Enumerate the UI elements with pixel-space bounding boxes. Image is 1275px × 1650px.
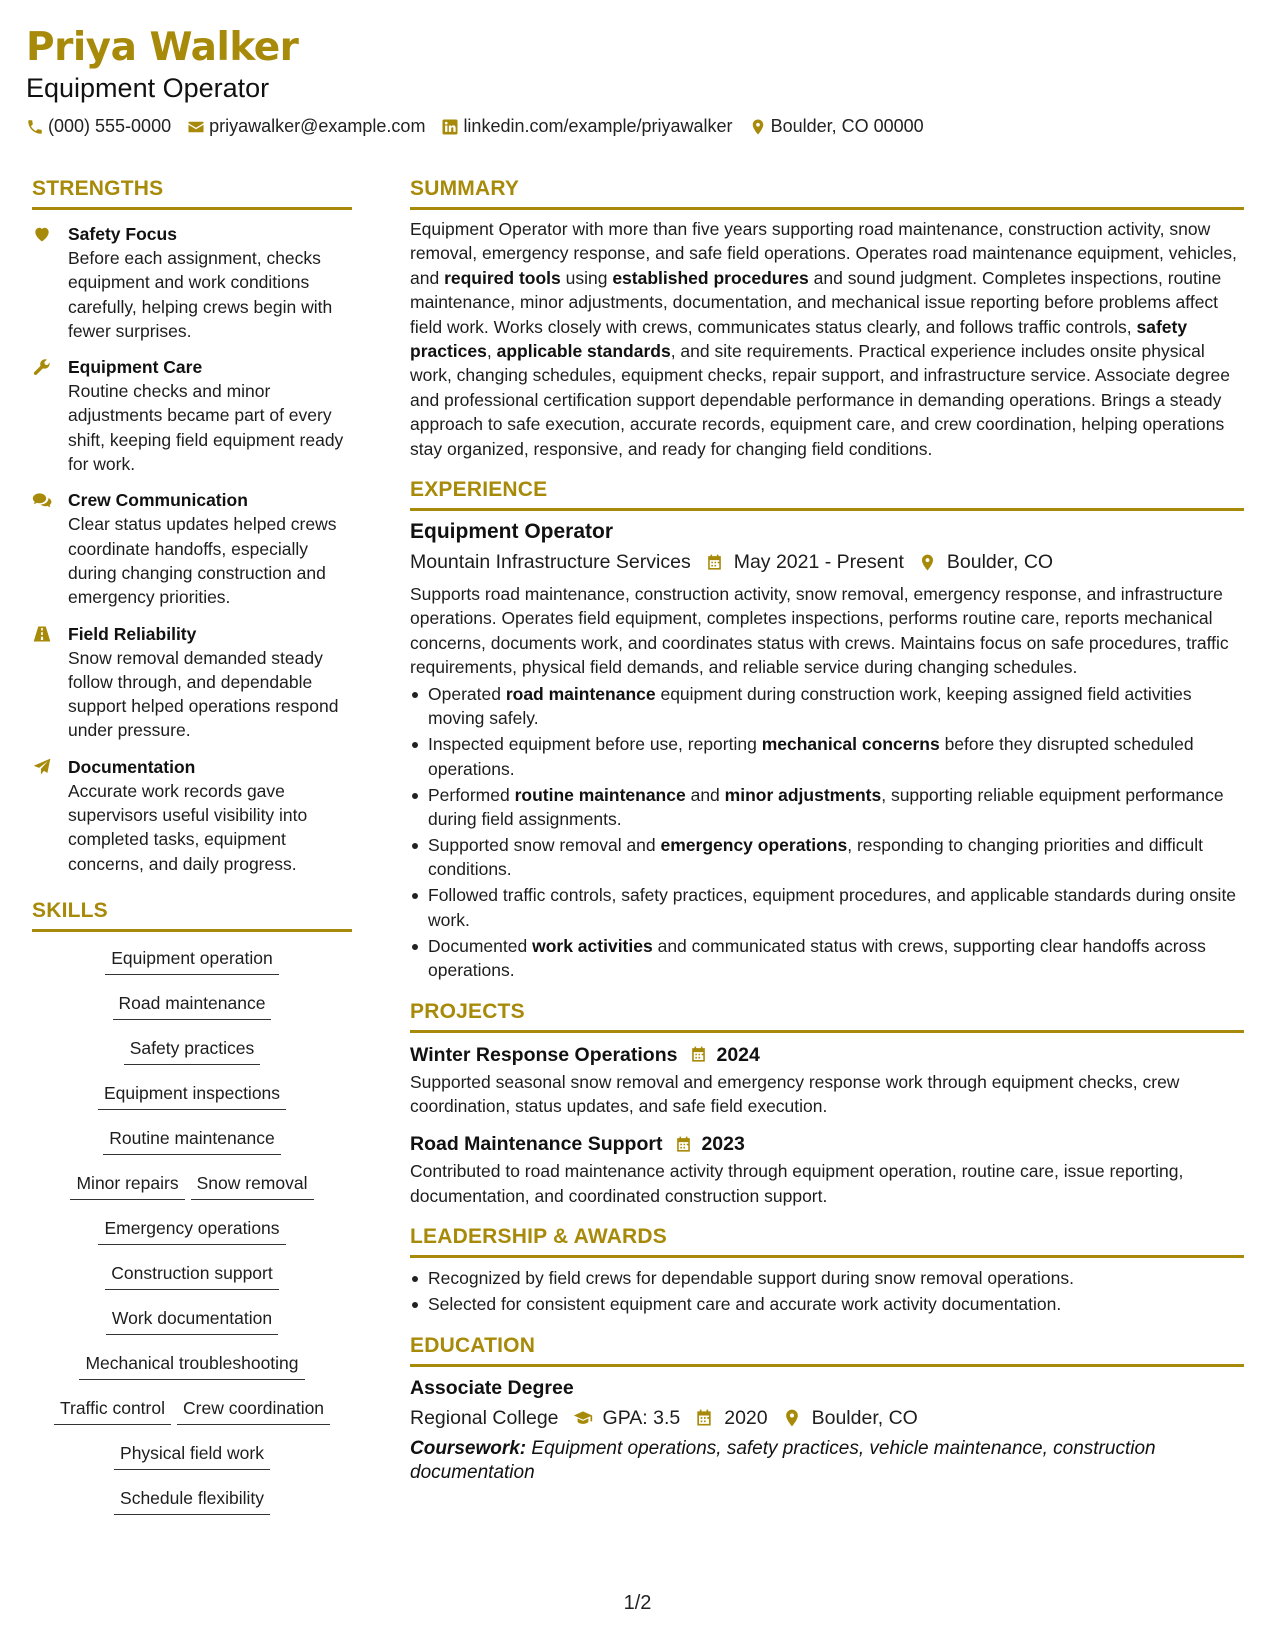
left-column (32, 176, 352, 1525)
comments-icon (32, 490, 52, 510)
strength-desc: Routine checks and minor adjustments became part of every shift, keeping field equipment ready for work. (68, 381, 344, 475)
awards-heading: LEADERSHIP & AWARDS (410, 1224, 1244, 1258)
skills-list (32, 940, 352, 1525)
project-name: Winter Response Operations (410, 1043, 678, 1066)
project-year: 2024 (716, 1043, 760, 1066)
awards-section (410, 1224, 1244, 1316)
strength-item (32, 755, 352, 876)
job-dates: May 2021 - Present (733, 551, 904, 574)
calendar-icon (694, 1408, 714, 1428)
contact-phone[interactable] (26, 116, 171, 137)
job-description: Supports road maintenance, construction activity, snow removal, emergency response, and infrastructure operations. Operates field equipment, completes inspections, performs routine care, reports mechanical concerns, documents work, and coordinates status with crews. Maintains focus on safe procedures, traffic requirements, physical field demands, and reliable service during changing schedules. (410, 584, 1229, 678)
project-year: 2023 (701, 1133, 745, 1156)
strength-desc: Before each assignment, checks equipment and work conditions carefully, helping crews begin with fewer surprises. (68, 248, 333, 341)
school-location: Boulder, CO (811, 1406, 918, 1429)
paper-plane-icon (32, 757, 52, 777)
contact-linkedin-text: linkedin.com/example/priyawalker (463, 116, 733, 136)
list-item: Operated road maintenance equipment during construction work, keeping assigned field activities moving safely. (410, 682, 1244, 731)
calendar-icon (705, 553, 724, 572)
strength-title: Safety Focus (68, 224, 177, 244)
project-item (410, 1041, 1244, 1119)
education-section (410, 1333, 1244, 1485)
job-bullets (410, 682, 1244, 983)
skill-tag: Physical field work (114, 1441, 270, 1470)
contact-email-text: priyawalker@example.com (209, 116, 426, 136)
graduation-cap-icon (573, 1408, 593, 1428)
list-item: Documented work activities and communicated status with crews, supporting clear handoffs across operations. (410, 934, 1244, 983)
skill-tag: Minor repairs (70, 1171, 184, 1200)
summary-heading: SUMMARY (410, 176, 1244, 210)
project-desc: Supported seasonal snow removal and emergency response work through equipment checks, crew coordination, status updates, and safe field execution. (410, 1071, 1180, 1116)
project-name: Road Maintenance Support (410, 1133, 663, 1156)
school-name: Regional College (410, 1406, 559, 1429)
contact-phone-text: (000) 555-0000 (48, 116, 172, 136)
strength-title: Field Reliability (68, 623, 197, 644)
map-pin-icon (749, 118, 767, 136)
strength-title: Equipment Care (68, 357, 203, 378)
list-item: Selected for consistent equipment care and accurate work activity documentation. (410, 1292, 1244, 1316)
calendar-icon (674, 1135, 693, 1154)
skill-tag: Crew coordination (177, 1396, 330, 1425)
skill-tag: Equipment operation (105, 946, 279, 975)
gpa: GPA: 3.5 (602, 1406, 681, 1429)
calendar-icon (689, 1045, 708, 1064)
job-title: Equipment Operator (410, 520, 614, 544)
list-item: Supported snow removal and emergency operations, responding to changing priorities and difficult conditions. (410, 833, 1244, 882)
awards-list (410, 1266, 1244, 1316)
list-item: Recognized by field crews for dependable support during snow removal operations. (410, 1266, 1244, 1290)
projects-section (410, 999, 1244, 1209)
summary-text: Equipment Operator with more than five years supporting road maintenance, construction activity, snow removal, emergency response, and safe field operations. Operates road maintenance equipment, vehicles, and required tools using established procedures and sound judgment. Completes inspections, routine maintenance, minor adjustments, documentation, and mechanical issue reporting before problems affect field work. Works closely with crews, communicates status clearly, and follows traffic controls, safety practices, applicable standards, and site requirements. Practical experience includes onsite physical work, changing schedules, equipment checks, repair support, and infrastructure service. Associate degree and professional certification support dependable performance in demanding operations. Brings a steady approach to safe execution, accurate records, equipment care, and crew coordination, helping operations stay organized, responsive, and ready for changing field conditions. (410, 219, 1237, 459)
skills-heading: SKILLS (32, 898, 352, 932)
map-pin-icon (782, 1408, 802, 1428)
strength-item (32, 488, 352, 609)
skill-tag: Schedule flexibility (114, 1486, 270, 1515)
coursework: Coursework: Equipment operations, safety practices, vehicle maintenance, construction documentation (410, 1437, 1156, 1483)
experience-heading: EXPERIENCE (410, 477, 1244, 511)
skill-tag: Mechanical troubleshooting (79, 1351, 304, 1380)
contact-email[interactable] (187, 116, 425, 137)
resume-header (26, 22, 1246, 137)
map-pin-icon (918, 553, 937, 572)
skill-tag: Construction support (105, 1261, 278, 1290)
summary-section (410, 176, 1244, 461)
strength-item (32, 622, 352, 743)
skill-tag: Emergency operations (98, 1216, 285, 1245)
list-item: Followed traffic controls, safety practices, equipment procedures, and applicable standards during onsite work. (410, 883, 1244, 932)
page-number: 1/2 (623, 1592, 652, 1614)
projects-heading: PROJECTS (410, 999, 1244, 1033)
strength-desc: Accurate work records gave supervisors useful visibility into completed tasks, equipment concerns, and daily progress. (68, 780, 308, 874)
list-item: Inspected equipment before use, reporting mechanical concerns before they disrupted scheduled operations. (410, 732, 1244, 781)
strengths-heading: STRENGTHS (32, 176, 352, 210)
strength-title: Crew Communication (68, 490, 248, 511)
experience-section (410, 477, 1244, 982)
right-column (410, 176, 1244, 1485)
skill-tag: Equipment inspections (98, 1081, 286, 1110)
graduation-year: 2020 (724, 1406, 768, 1429)
strength-desc: Snow removal demanded steady follow through, and dependable support helped operations respond under pressure. (68, 647, 339, 741)
skill-tag: Road maintenance (113, 991, 272, 1020)
road-icon (32, 624, 52, 644)
education-heading: EDUCATION (410, 1333, 1244, 1367)
strength-title: Documentation (68, 756, 196, 777)
job-meta (410, 547, 1244, 577)
list-item: Performed routine maintenance and minor adjustments, supporting reliable equipment performance during field assignments. (410, 783, 1244, 832)
degree: Associate Degree (410, 1376, 574, 1399)
project-item (410, 1130, 1244, 1208)
project-desc: Contributed to road maintenance activity through equipment operation, routine care, issue reporting, documentation, and coordinated construction support. (410, 1161, 1184, 1206)
contact-bar (26, 116, 1246, 137)
heart-icon (32, 224, 52, 244)
strength-desc: Clear status updates helped crews coordinate handoffs, especially during changing construction and emergency priorities. (68, 514, 337, 608)
candidate-title: Equipment Operator (26, 73, 270, 103)
wrench-icon (32, 357, 52, 377)
strength-item (32, 222, 352, 343)
phone-icon (26, 118, 44, 136)
skill-tag: Traffic control (54, 1396, 171, 1425)
education-meta (410, 1403, 1244, 1433)
skill-tag: Snow removal (191, 1171, 314, 1200)
company-name: Mountain Infrastructure Services (410, 551, 691, 574)
strength-item (32, 355, 352, 476)
skill-tag: Safety practices (124, 1036, 261, 1065)
envelope-icon (187, 118, 205, 136)
contact-linkedin[interactable] (441, 116, 732, 137)
linkedin-icon (441, 118, 459, 136)
skill-tag: Routine maintenance (103, 1126, 280, 1155)
contact-location (749, 116, 924, 137)
skill-tag: Work documentation (106, 1306, 278, 1335)
job-location: Boulder, CO (946, 551, 1054, 574)
contact-location-text: Boulder, CO 00000 (770, 116, 924, 136)
candidate-name: Priya Walker (26, 25, 299, 70)
